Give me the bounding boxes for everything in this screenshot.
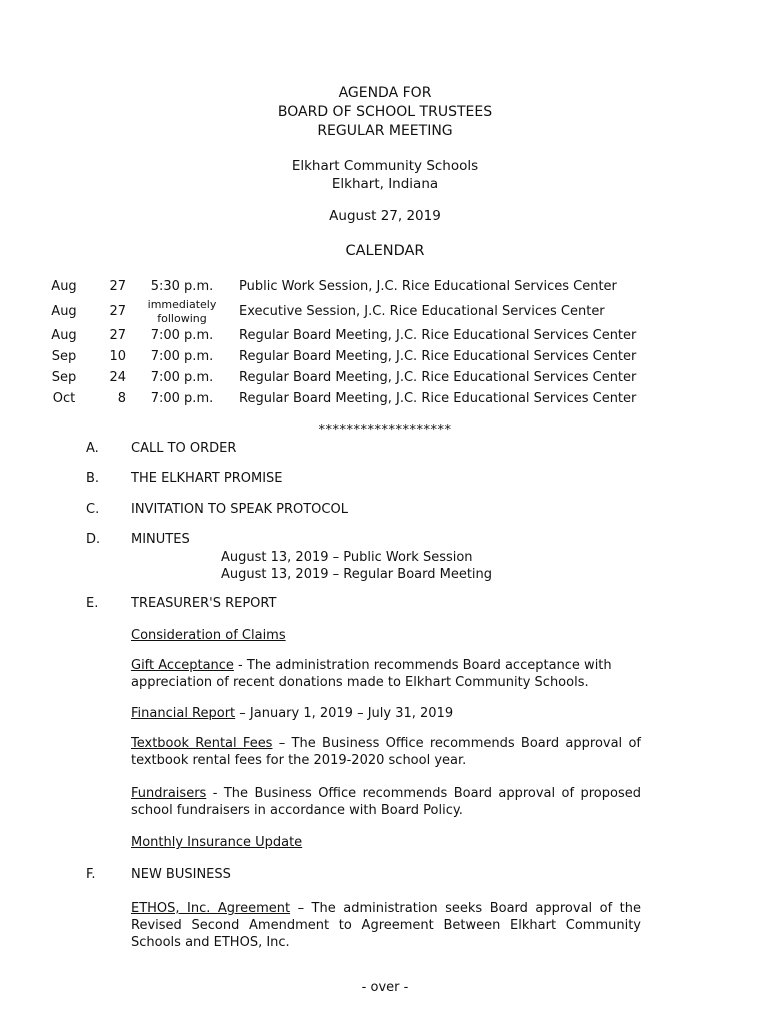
calendar-row bbox=[0, 298, 770, 326]
calendar-description: Public Work Session, J.C. Rice Educational Services Center bbox=[239, 279, 617, 294]
calendar-day: 27 bbox=[109, 304, 126, 319]
calendar-time: 7:00 p.m. bbox=[150, 349, 214, 364]
financial-item bbox=[131, 705, 641, 722]
calendar-description: Regular Board Meeting, J.C. Rice Educational Services Center bbox=[239, 370, 637, 385]
calendar-row bbox=[0, 277, 770, 298]
organization-name: Elkhart Community Schools bbox=[291, 158, 479, 174]
textbook-item bbox=[131, 735, 641, 769]
page-footer: - over - bbox=[361, 980, 409, 995]
textbook-text: – The Business Office recommends Board approval of textbook rental fees for the 2019-2020 school year. bbox=[131, 736, 641, 768]
calendar-time-line: immediately bbox=[147, 298, 217, 311]
title-line: REGULAR MEETING bbox=[317, 123, 453, 139]
organization-block bbox=[0, 157, 770, 193]
gift-title: Gift Acceptance bbox=[131, 658, 234, 673]
claims-title: Consideration of Claims bbox=[131, 628, 286, 643]
calendar-time: 7:00 p.m. bbox=[150, 370, 214, 385]
calendar-table bbox=[0, 277, 770, 410]
calendar-row bbox=[0, 326, 770, 347]
fundraisers-text: - The Business Office recommends Board approval of proposed school fundraisers in accordance with Board Policy. bbox=[131, 786, 641, 818]
meeting-date: August 27, 2019 bbox=[329, 208, 441, 224]
section-letter: A. bbox=[86, 441, 99, 456]
financial-text: – January 1, 2019 – July 31, 2019 bbox=[235, 706, 454, 721]
section-title: MINUTES bbox=[131, 532, 190, 547]
calendar-description: Executive Session, J.C. Rice Educational Services Center bbox=[239, 304, 605, 319]
calendar-month: Sep bbox=[51, 349, 77, 364]
section-title: CALL TO ORDER bbox=[131, 441, 237, 456]
calendar-month: Sep bbox=[51, 370, 77, 385]
insurance-title: Monthly Insurance Update bbox=[131, 835, 303, 850]
calendar-day: 27 bbox=[109, 328, 126, 343]
agenda-title bbox=[0, 84, 770, 141]
calendar-day: 8 bbox=[117, 391, 126, 406]
minutes-item: August 13, 2019 – Public Work Session bbox=[221, 550, 473, 565]
minutes-list bbox=[221, 549, 492, 583]
textbook-title: Textbook Rental Fees bbox=[131, 736, 273, 751]
calendar-time: 5:30 p.m. bbox=[150, 279, 214, 294]
calendar-day: 10 bbox=[109, 349, 126, 364]
calendar-description: Regular Board Meeting, J.C. Rice Educational Services Center bbox=[239, 328, 637, 343]
section-title: THE ELKHART PROMISE bbox=[131, 471, 283, 486]
fundraisers-item bbox=[131, 785, 641, 819]
section-letter: D. bbox=[86, 532, 101, 547]
calendar-description: Regular Board Meeting, J.C. Rice Educational Services Center bbox=[239, 391, 637, 406]
ethos-item bbox=[131, 900, 641, 951]
calendar-row bbox=[0, 389, 770, 410]
fundraisers-title: Fundraisers bbox=[131, 786, 207, 801]
section-letter: C. bbox=[86, 502, 100, 517]
gift-item bbox=[131, 657, 641, 691]
calendar-month: Aug bbox=[51, 304, 77, 319]
calendar-time bbox=[132, 298, 232, 326]
title-line: AGENDA FOR bbox=[338, 85, 432, 101]
calendar-time: 7:00 p.m. bbox=[150, 391, 214, 406]
calendar-month: Aug bbox=[51, 328, 77, 343]
claims-item bbox=[131, 627, 641, 644]
financial-title: Financial Report bbox=[131, 706, 236, 721]
section-letter: E. bbox=[86, 596, 99, 611]
organization-location: Elkhart, Indiana bbox=[331, 176, 439, 192]
calendar-day: 24 bbox=[109, 370, 126, 385]
section-letter: F. bbox=[86, 867, 96, 882]
gift-text: - The administration recommends Board acceptance with appreciation of recent donations made to Elkhart Community Schools. bbox=[131, 658, 612, 690]
calendar-day: 27 bbox=[109, 279, 126, 294]
calendar-month: Oct bbox=[52, 391, 76, 406]
calendar-time: 7:00 p.m. bbox=[150, 328, 214, 343]
calendar-heading: CALENDAR bbox=[345, 243, 425, 259]
title-line: BOARD OF SCHOOL TRUSTEES bbox=[277, 104, 493, 120]
calendar-time-line: following bbox=[157, 312, 207, 325]
insurance-item bbox=[131, 834, 641, 851]
section-letter: B. bbox=[86, 471, 100, 486]
section-title: NEW BUSINESS bbox=[131, 867, 231, 882]
section-title: INVITATION TO SPEAK PROTOCOL bbox=[131, 502, 348, 517]
ethos-title: ETHOS, Inc. Agreement bbox=[131, 901, 291, 916]
separator: ******************* bbox=[318, 423, 452, 438]
ethos-text: – The administration seeks Board approval of the Revised Second Amendment to Agreement Between Elkhart Community Schools and ETHOS, Inc. bbox=[131, 901, 641, 950]
calendar-month: Aug bbox=[51, 279, 77, 294]
calendar-description: Regular Board Meeting, J.C. Rice Educational Services Center bbox=[239, 349, 637, 364]
calendar-row bbox=[0, 368, 770, 389]
section-title: TREASURER'S REPORT bbox=[131, 596, 277, 611]
calendar-row bbox=[0, 347, 770, 368]
minutes-item: August 13, 2019 – Regular Board Meeting bbox=[221, 567, 493, 582]
